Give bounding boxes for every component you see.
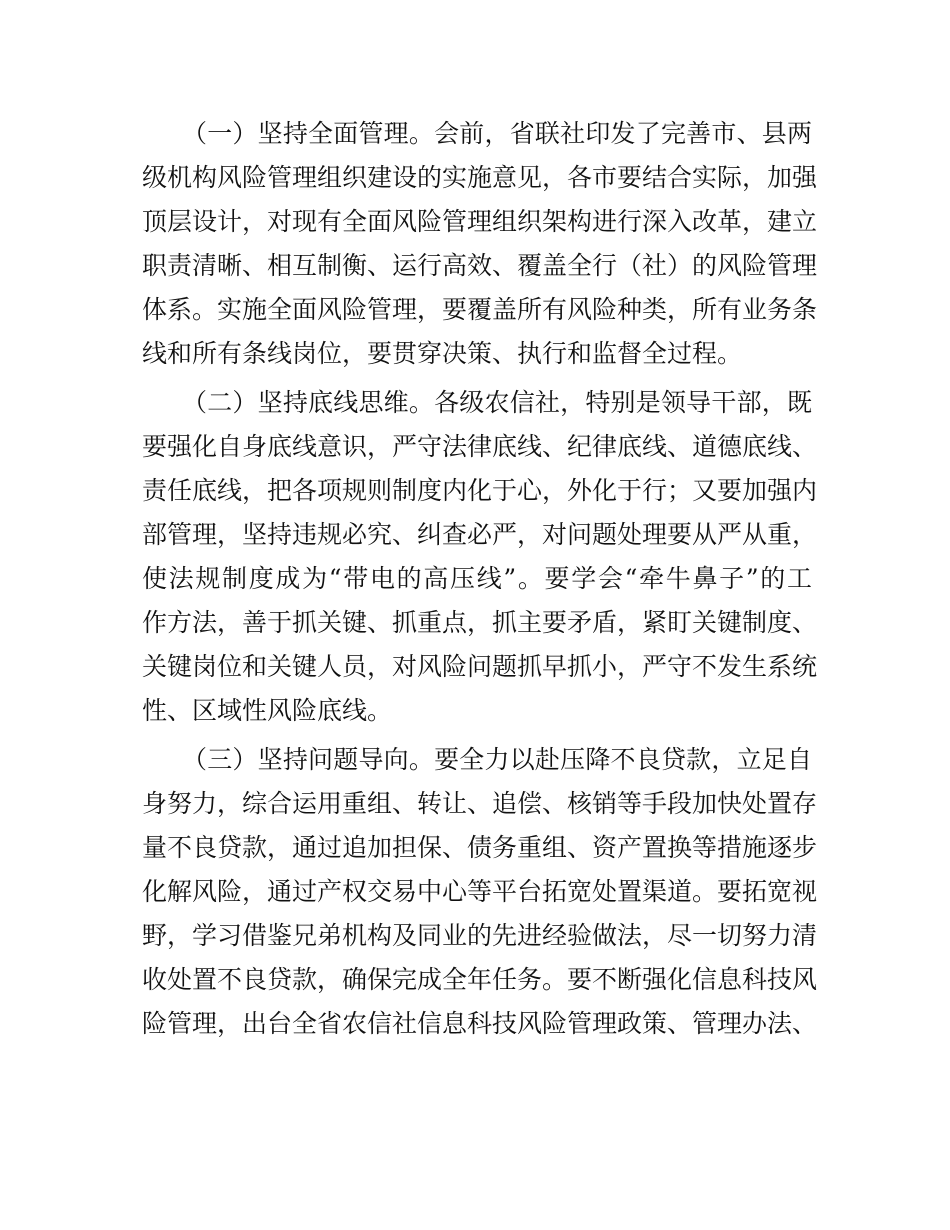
text-line: 野，学习借鉴兄弟机构及同业的先进经验做法，尽一切努力清 [142, 921, 818, 950]
text-line: 顶层设计，对现有全面风险管理组织架构进行深入改革，建立 [142, 207, 818, 236]
text-line: 体系。实施全面风险管理，要覆盖所有风险种类，所有业务条 [142, 295, 818, 324]
text-line: 使法规制度成为“带电的高压线”。要学会“牵牛鼻子”的工 [142, 564, 812, 593]
text-line: 性、区域性风险底线。 [142, 696, 393, 725]
text-line: 关键岗位和关键人员，对风险问题抓早抓小，严守不发生系统 [142, 652, 818, 681]
paragraph-2 [142, 381, 818, 733]
paragraph-3 [142, 738, 818, 1046]
text-line: 量不良贷款，通过追加担保、债务重组、资产置换等措施逐步 [142, 833, 818, 862]
paragraph-1 [142, 112, 818, 376]
document-body [142, 112, 818, 1051]
text-line: 责任底线，把各项规则制度内化于心，外化于行；又要加强内 [142, 476, 818, 505]
text-line: 线和所有条线岗位，要贯穿决策、执行和监督全过程。 [142, 339, 743, 368]
text-line: 职责清晰、相互制衡、运行高效、覆盖全行（社）的风险管理 [142, 251, 818, 280]
text-line: （二）坚持底线思维。各级农信社，特别是领导干部，既 [182, 388, 812, 417]
text-line: （三）坚持问题导向。要全力以赴压降不良贷款，立足自 [182, 745, 812, 774]
text-line: 身努力，综合运用重组、转让、追偿、核销等手段加快处置存 [142, 789, 818, 818]
text-line: 化解风险，通过产权交易中心等平台拓宽处置渠道。要拓宽视 [142, 877, 818, 906]
text-line: 险管理，出台全省农信社信息科技风险管理政策、管理办法、 [142, 1009, 818, 1038]
text-line: （一）坚持全面管理。会前，省联社印发了完善市、县两 [182, 119, 812, 148]
text-line: 部管理，坚持违规必究、纠查必严，对问题处理要从严从重， [142, 520, 818, 549]
text-line: 级机构风险管理组织建设的实施意见，各市要结合实际，加强 [142, 163, 818, 192]
text-line: 作方法，善于抓关键、抓重点，抓主要矛盾，紧盯关键制度、 [142, 608, 818, 637]
text-line: 收处置不良贷款，确保完成全年任务。要不断强化信息科技风 [142, 965, 818, 994]
text-line: 要强化自身底线意识，严守法律底线、纪律底线、道德底线、 [142, 432, 818, 461]
